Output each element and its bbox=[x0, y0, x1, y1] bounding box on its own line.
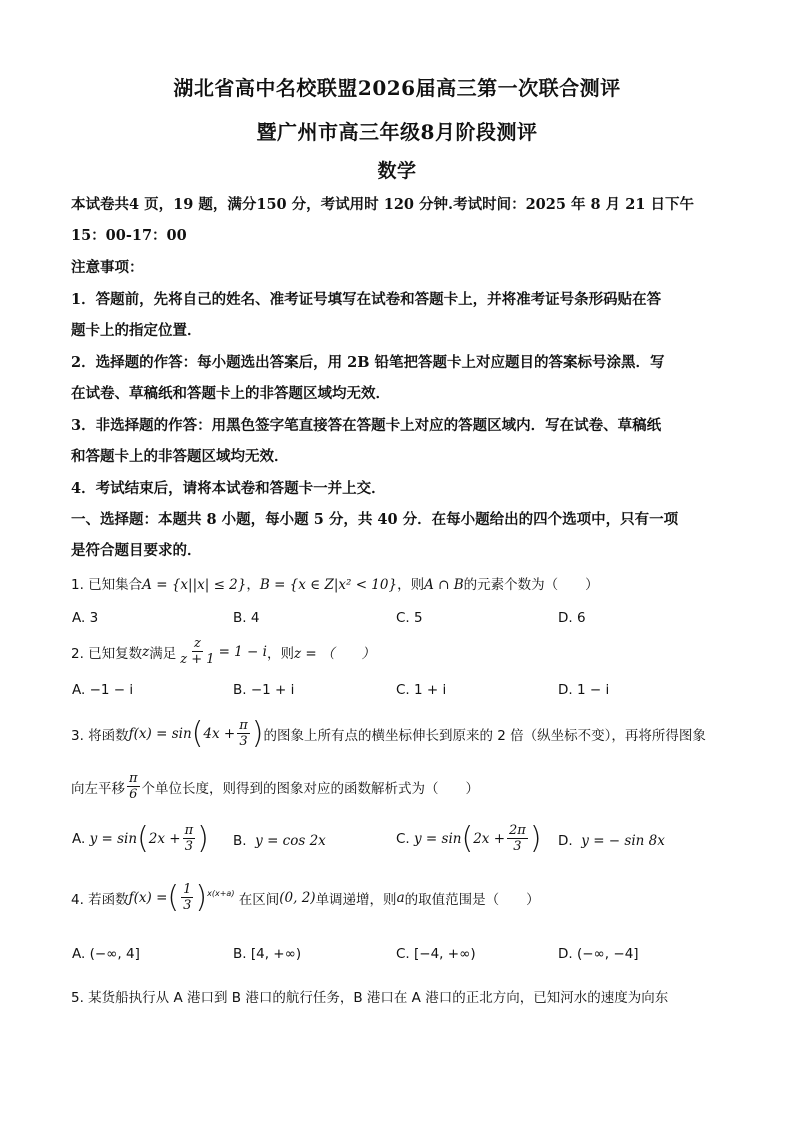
q1-option-d: D. 6 bbox=[558, 610, 586, 626]
q2-option-a: A. −1 − i bbox=[72, 682, 134, 698]
question-4 bbox=[71, 879, 540, 915]
set-b: B = {x ∈ Z|x² < 10} bbox=[259, 577, 398, 593]
question-3-line2-a: 向左平移 bbox=[71, 780, 125, 797]
question-1-suffix-a: ，则 bbox=[397, 577, 425, 593]
q1-option-a: A. 3 bbox=[72, 610, 99, 626]
q4-option-b: B. [4, +∞) bbox=[233, 946, 302, 962]
fraction bbox=[183, 823, 196, 854]
note-2: 2．选择题的作答：每小题选出答案后，用 2B 铅笔把答题卡上对应题目的答案标号涂黑．写 bbox=[71, 354, 665, 371]
left-paren: ( bbox=[191, 715, 204, 751]
q1-option-b: B. 4 bbox=[233, 610, 260, 626]
question-3 bbox=[71, 715, 706, 751]
left-paren: ( bbox=[461, 820, 474, 856]
intersection: A ∩ B bbox=[424, 577, 464, 593]
fraction-numerator: π bbox=[239, 718, 248, 733]
fraction bbox=[181, 882, 193, 913]
var-a: a bbox=[396, 889, 405, 906]
question-2 bbox=[71, 636, 375, 667]
fraction-numerator: 1 bbox=[183, 882, 192, 897]
function-f: f(x) = bbox=[128, 889, 168, 906]
option-arg: 2x + bbox=[473, 830, 506, 847]
var-z: z bbox=[142, 643, 150, 660]
question-3-prefix: 3. 将函数 bbox=[71, 727, 129, 744]
fraction bbox=[127, 771, 140, 802]
function-f: f(x) = sin bbox=[128, 725, 192, 742]
fraction-denominator: 3 bbox=[184, 839, 193, 854]
q1-option-c: C. 5 bbox=[396, 610, 423, 626]
fraction-denominator: 6 bbox=[129, 787, 138, 802]
intro-time: 15：00-17：00 bbox=[71, 227, 187, 244]
question-3-suffix: 的图象上所有点的横坐标伸长到原来的 2 倍（纵坐标不变），再将所得图象 bbox=[263, 727, 706, 744]
question-1-suffix-b: 的元素个数为（ ） bbox=[463, 577, 599, 593]
note-1: 1．答题前，先将自己的姓名、准考证号填写在试卷和答题卡上，并将准考证号条形码贴在答 bbox=[71, 291, 662, 308]
note-3: 3．非选择题的作答：用黑色签字笔直接答在答题卡上对应的答题区域内．写在试卷、草稿纸 bbox=[71, 417, 662, 434]
section-heading-cont: 是符合题目要求的． bbox=[71, 542, 202, 559]
right-paren: ) bbox=[529, 820, 542, 856]
rhs: = 1 − i bbox=[218, 643, 267, 660]
fraction bbox=[178, 636, 216, 667]
question-2-mid: 满足 bbox=[149, 645, 177, 662]
q3-option-d bbox=[558, 833, 665, 849]
fraction-denominator: 3 bbox=[513, 839, 522, 854]
right-paren: ) bbox=[197, 820, 209, 856]
question-4-suffix-b: 的取值范围是（ ） bbox=[404, 891, 540, 908]
option-label: A. bbox=[72, 830, 86, 847]
option-label: B. bbox=[233, 833, 247, 849]
intro-line: 本试卷共4 页，19 题，满分150 分，考试用时 120 分钟.考试时间：2025 年 8 月 21 日下午 bbox=[71, 196, 694, 213]
note-2-cont: 在试卷、草稿纸和答题卡上的非答题区域均无效． bbox=[71, 385, 390, 402]
interval: (0, 2) bbox=[279, 889, 316, 906]
question-4-mid: 在区间 bbox=[238, 891, 280, 908]
question-3-line2 bbox=[71, 771, 479, 802]
fraction-denominator: 3 bbox=[183, 898, 192, 913]
q4-option-c: C. [−4, +∞) bbox=[396, 946, 476, 962]
note-4: 4．考试结束后，请将本试卷和答题卡一并上交． bbox=[71, 480, 386, 497]
q3-option-b bbox=[233, 833, 326, 849]
q3-option-a bbox=[72, 820, 209, 856]
fraction-numerator: π bbox=[184, 823, 194, 838]
question-1-prefix: 1. 已知集合 bbox=[71, 577, 143, 593]
fraction-numerator: z bbox=[194, 636, 201, 651]
right-paren: ) bbox=[195, 879, 208, 915]
option-expression: y = sin bbox=[89, 830, 138, 847]
q4-option-a: A. (−∞, 4] bbox=[72, 946, 140, 962]
exam-title: 湖北省高中名校联盟2026届高三第一次联合测评 bbox=[173, 76, 621, 100]
exponent: x(x+a) bbox=[207, 889, 235, 898]
fraction-numerator: π bbox=[129, 771, 138, 786]
question-5: 5. 某货船执行从 A 港口到 B 港口的航行任务，B 港口在 A 港口的正北方向，已知河水的速度为向东 bbox=[71, 990, 669, 1006]
fraction bbox=[507, 823, 528, 854]
option-arg: 2x + bbox=[148, 830, 181, 847]
question-4-prefix: 4. 若函数 bbox=[71, 891, 129, 908]
question-2-prefix: 2. 已知复数 bbox=[71, 645, 143, 662]
question-1 bbox=[71, 573, 599, 593]
note-1-cont: 题卡上的指定位置． bbox=[71, 322, 202, 339]
arg: 4x + bbox=[203, 725, 236, 742]
option-expression: y = sin bbox=[414, 830, 462, 847]
option-label: C. bbox=[396, 830, 410, 847]
fraction-denominator: z + 1 bbox=[180, 652, 215, 667]
q3-option-c bbox=[396, 820, 542, 856]
q4-option-d: D. (−∞, −4] bbox=[558, 946, 639, 962]
fraction bbox=[237, 718, 250, 749]
question-2-suffix: ，则 bbox=[266, 645, 294, 662]
section-heading: 一、选择题：本题共 8 小题，每小题 5 分，共 40 分．在每小题给出的四个选项中，只有一项 bbox=[71, 511, 679, 528]
question-1-comma: ， bbox=[246, 577, 260, 593]
question-3-line2-b: 个单位长度，则得到的图象对应的函数解析式为（ ） bbox=[141, 780, 480, 797]
option-expression: y = cos 2x bbox=[255, 833, 326, 849]
notes-heading: 注意事项： bbox=[71, 259, 144, 276]
fraction-numerator: 2π bbox=[509, 823, 526, 838]
option-label: D. bbox=[558, 833, 573, 849]
question-4-suffix-a: 单调递增，则 bbox=[315, 891, 397, 908]
set-a: A = {x||x| ≤ 2} bbox=[142, 577, 247, 593]
q2-option-b: B. −1 + i bbox=[233, 682, 295, 698]
note-3-cont: 和答题卡上的非答题区域均无效． bbox=[71, 448, 289, 465]
q2-option-c: C. 1 + i bbox=[396, 682, 447, 698]
left-paren: ( bbox=[137, 820, 149, 856]
fraction-denominator: 3 bbox=[239, 734, 248, 749]
right-paren: ) bbox=[251, 715, 264, 751]
exam-subtitle: 暨广州市高三年级8月阶段测评 bbox=[256, 120, 538, 144]
q2-option-d: D. 1 − i bbox=[558, 682, 610, 698]
subject-title: 数学 bbox=[377, 160, 417, 182]
option-expression: y = − sin 8x bbox=[581, 833, 665, 849]
left-paren: ( bbox=[167, 879, 180, 915]
ask: z = （ ） bbox=[293, 645, 375, 662]
